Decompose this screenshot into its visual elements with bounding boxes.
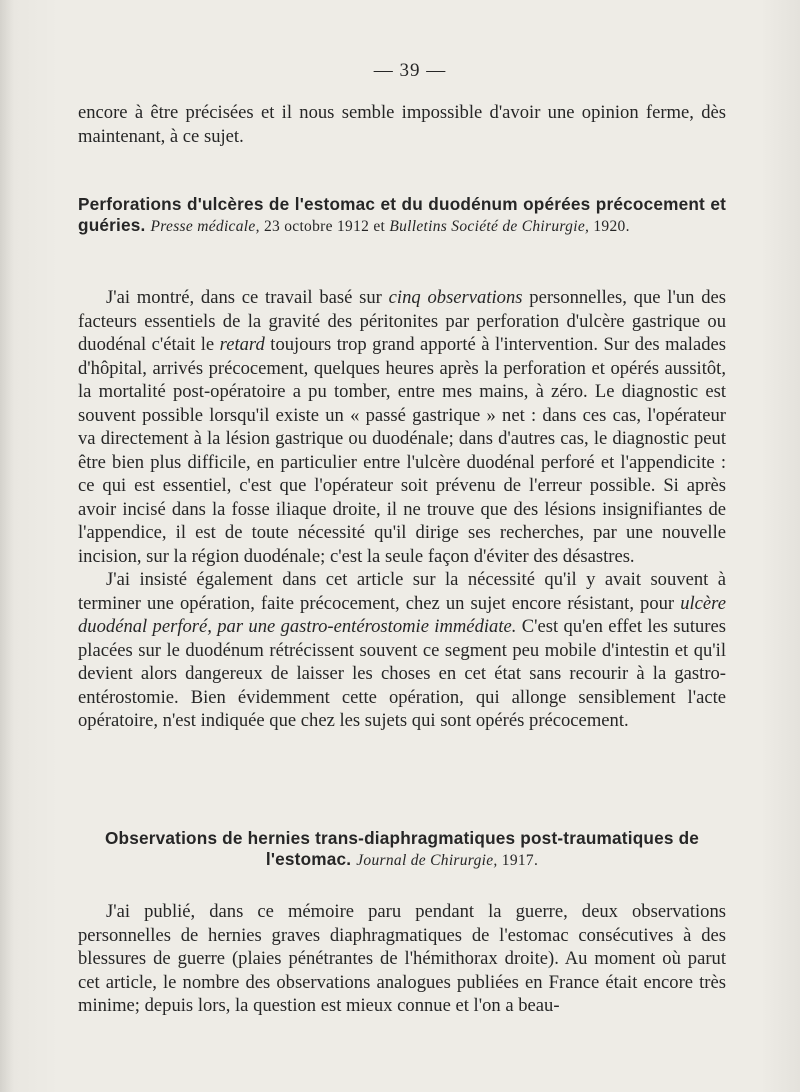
section1-body [78, 286, 726, 733]
section1-title: Perforations d'ulcères de l'estomac et du duodénum opérées précocement et guéries. [78, 194, 726, 235]
section1-heading-block [78, 194, 726, 237]
section1-paragraph-2 [78, 568, 726, 733]
section2-body [78, 900, 726, 1018]
section2-paragraph-1: J'ai publié, dans ce mémoire paru pendant la guerre, deux observations personnelles de hernies graves diaphragmatiques de l'estomac consécutives à des blessures de guerre (plaies pénétrantes de l'hémithorax droite). Au moment où parut cet article, le nombre des observations analogues publiées en France était encore très minime; depuis lors, la question est mieux connue et l'on a beau- [78, 901, 726, 1016]
page-number: — 39 — [373, 60, 447, 81]
section1-heading [78, 194, 726, 237]
section1-source-journal2: Bulletins Société de Chirurgie, [389, 218, 590, 235]
section1-source-date: 23 octobre 1912 et [263, 218, 386, 235]
section1-p1-text-a: J'ai montré, dans ce travail basé sur [106, 287, 382, 308]
section1-p2-text-a: J'ai insisté également dans cet article sur la nécessité qu'il y avait souvent à terminer une opération, faite précocement, chez un sujet encore résistant, pour [78, 569, 726, 614]
section1-source-journal: Presse médicale, [150, 218, 260, 235]
section2-source-journal: Journal de Chirurgie, [356, 852, 498, 869]
section2-heading [78, 828, 726, 871]
section1-p1-emphasis-2: retard [219, 334, 265, 355]
intro-paragraph-block [78, 101, 726, 148]
section1-p1-emphasis-1: cinq observations [388, 287, 523, 308]
section1-source [151, 218, 630, 235]
section2-title: Observations de hernies trans-diaphragmatiques post-traumatiques de l'estomac. [104, 828, 700, 869]
intro-paragraph: encore à être précisées et il nous semble impossible d'avoir une opinion ferme, dès maintenant, à ce sujet. [78, 102, 726, 147]
section2-heading-block [78, 828, 726, 871]
section2-source-year: 1917. [501, 852, 539, 869]
section1-source-year: 1920. [593, 218, 630, 235]
section1-p1-text-c: toujours trop grand apporté à l'intervention. Sur des malades d'hôpital, arrivés précocement, quelques heures après la perforation et opérés aussitôt, la mortalité post-opératoire a pu tomber, entre mes mains, à zéro. Le diagnostic est souvent possible lorsqu'il existe un « passé gastrique » net : dans ces cas, l'opérateur va directement à la lésion gastrique ou duodénale; dans d'autres cas, le diagnostic peut être bien plus difficile, en particulier entre l'ulcère duodénal perforé et l'appendicite : ce qui est essentiel, c'est que l'opérateur soit prévenu de l'erreur possible. Si après avoir incisé dans la fosse iliaque droite, il ne trouve que des lésions insignifiantes de l'appendice, il est de toute nécessité qu'il dirige ses recherches, par une nouvelle incision, sur la région duodénale; c'est la seule façon d'éviter des désastres. [78, 334, 726, 567]
section1-p2-text-b: C'est qu'en effet les sutures placées sur le duodénum rétrécissent souvent ce segment peu mobile d'intestin et qu'il devient alors dangereux de laisser les choses en cet état sans recourir à la gastro-entérostomie. Bien évidemment cette opération, qui allonge sensiblement l'acte opératoire, n'est indiquée que chez les sujets qui sont opérés précocement. [78, 616, 726, 731]
section1-paragraph-1 [78, 286, 726, 568]
section2-source [356, 852, 538, 869]
section1-p2-emphasis: ulcère duodénal perforé, par une gastro-entérostomie immédiate. [78, 592, 726, 637]
section1-p1-text-b: personnelles, que l'un des facteurs essentiels de la gravité des péritonites par perforation d'ulcère gastrique ou duodénal c'était le [78, 287, 726, 355]
